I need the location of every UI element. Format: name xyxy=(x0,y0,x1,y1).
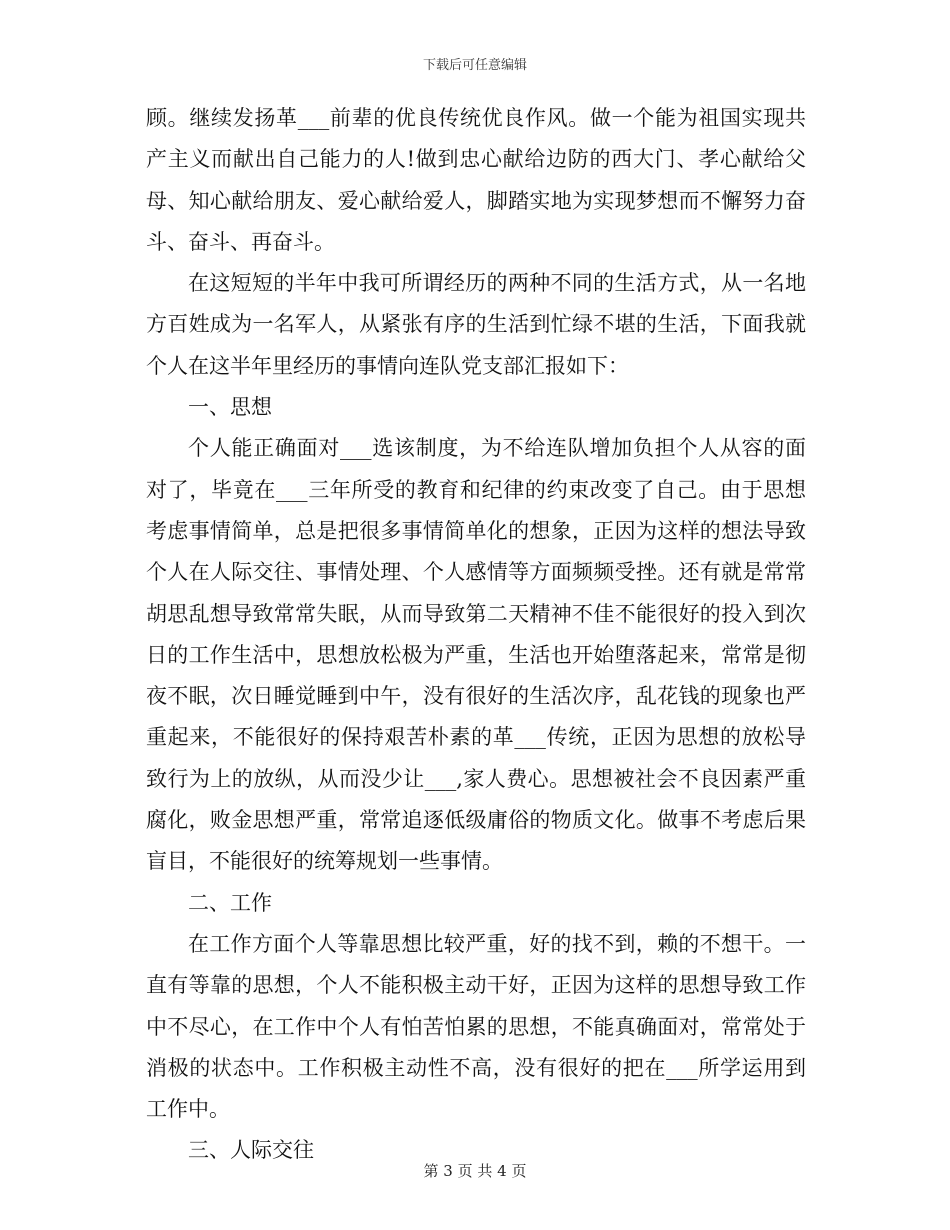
paragraph-thought: 个人能正确面对___选该制度，为不给连队增加负担个人从容的面对了，毕竟在___三年所受的教育和纪律的约束改变了自己。由于思想考虑事情简单，总是把很多事情简单化的想象，正因为这样的想法导致个人在人际交往、事情处理、个人感情等方面频频受挫。还有就是常常胡思乱想导致常常失眠，从而导致第二天精神不佳不能很好的投入到次日的工作生活中，思想放松极为严重，生活也开始堕落起来，常常是彻夜不眠，次日睡觉睡到中午，没有很好的生活次序，乱花钱的现象也严重起来，不能很好的保持艰苦朴素的革___传统，正因为思想的放松导致行为上的放纵，从而没少让___,家人费心。思想被社会不良因素严重腐化，败金思想严重，常常追逐低级庸俗的物质文化。做事不考虑后果盲目，不能很好的统筹规划一些事情。 xyxy=(146,436,806,874)
page-number: 第 3 页 共 4 页 xyxy=(423,1162,527,1180)
document-body xyxy=(146,98,806,1172)
page-header: 下载后可任意编辑 xyxy=(422,58,527,73)
paragraph-intro: 在这短短的半年中我可所谓经历的两种不同的生活方式，从一名地方百姓成为一名军人，从紧张有序的生活到忙绿不堪的生活，下面我就个人在这半年里经历的事情向连队党支部汇报如下： xyxy=(146,271,806,378)
section-heading-work: 二、工作 xyxy=(188,890,272,915)
paragraph-continuation: 顾。继续发扬革___前辈的优良传统优良作风。做一个能为祖国实现共产主义而献出自己能力的人!做到忠心献给边防的西大门、孝心献给父母、知心献给朋友、爱心献给爱人，脚踏实地为实现梦想而不懈努力奋斗、奋斗、再奋斗。 xyxy=(146,106,806,254)
section-heading-thought: 一、思想 xyxy=(188,395,272,420)
section-heading-interpersonal: 三、人际交往 xyxy=(188,1138,314,1163)
paragraph-work: 在工作方面个人等靠思想比较严重，好的找不到，赖的不想干。一直有等靠的思想，个人不能积极主动干好，正因为这样的思想导致工作中不尽心，在工作中个人有怕苦怕累的思想，不能真确面对，常常处于消极的状态中。工作积极主动性不高，没有很好的把在___所学运用到工作中。 xyxy=(146,931,806,1122)
